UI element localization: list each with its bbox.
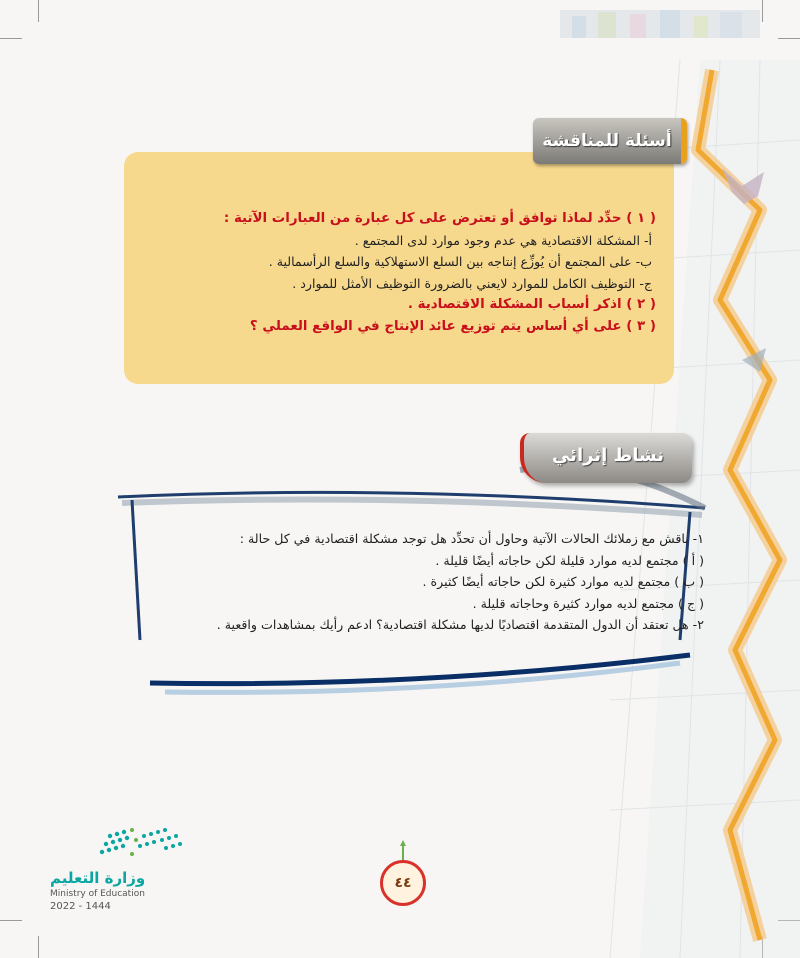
- ministry-name-arabic: وزارة التعليم: [50, 869, 146, 887]
- logo-dots-icon: [92, 822, 192, 862]
- ministry-logo: [50, 822, 210, 912]
- page-number: ٤٤: [380, 860, 426, 906]
- question-1-item-b: ب- على المجتمع أن يُوزِّع إنتاجه بين السلع الاستهلاكية والسلع الرأسمالية .: [268, 254, 652, 269]
- question-1: ( ١ ) حدِّد لماذا توافق أو تعترض على كل عبارة من العبارات الآتية :: [223, 211, 656, 226]
- crop-mark: [0, 38, 22, 39]
- question-3: ( ٣ ) على أي أساس يتم توزيع عائد الإنتاج في الواقع العملي ؟: [249, 318, 656, 334]
- question-1-item-c: ج- التوظيف الكامل للموارد لايعني بالضرورة التوظيف الأمثل للموارد .: [292, 275, 652, 291]
- activity-line: ( ب ) مجتمع لديه موارد كثيرة لكن حاجاته أيضًا كثيرة .: [422, 574, 704, 589]
- crop-mark: [778, 38, 800, 39]
- question-1-item-a: أ- المشكلة الاقتصادية هي عدم وجود موارد لدى المجتمع .: [354, 232, 652, 248]
- discussion-questions-box: [124, 152, 674, 384]
- activity-title: نشاط إثرائي: [520, 433, 692, 483]
- crop-mark: [38, 936, 39, 958]
- discussion-title: أسئلة للمناقشة: [533, 118, 687, 164]
- crop-mark: [762, 936, 763, 958]
- crop-mark: [778, 920, 800, 921]
- activity-line: ١- ناقش مع زملائك الحالات الآتية وحاول أن تحدِّد هل توجد مشكلة اقتصادية في كل حالة :: [239, 531, 704, 546]
- activity-line: ٢- هل تعتقد أن الدول المتقدمة اقتصاديًا لديها مشكلة اقتصادية؟ ادعم رأيك بمشاهدات واقعية .: [216, 617, 704, 632]
- activity-line: ( أ ) مجتمع لديه موارد قليلة لكن حاجاته أيضًا قليلة .: [435, 552, 704, 568]
- activity-line: ( ج ) مجتمع لديه موارد كثيرة وحاجاته قليلة .: [472, 595, 704, 611]
- edition-year: 2022 - 1444: [50, 901, 111, 912]
- activity-body: [104, 528, 704, 636]
- ministry-name-english: Ministry of Education: [50, 889, 145, 899]
- crop-mark: [762, 0, 763, 22]
- question-2: ( ٢ ) اذكر أسباب المشكلة الاقتصادية .: [407, 297, 656, 312]
- crop-mark: [38, 0, 39, 22]
- crop-mark: [0, 920, 22, 921]
